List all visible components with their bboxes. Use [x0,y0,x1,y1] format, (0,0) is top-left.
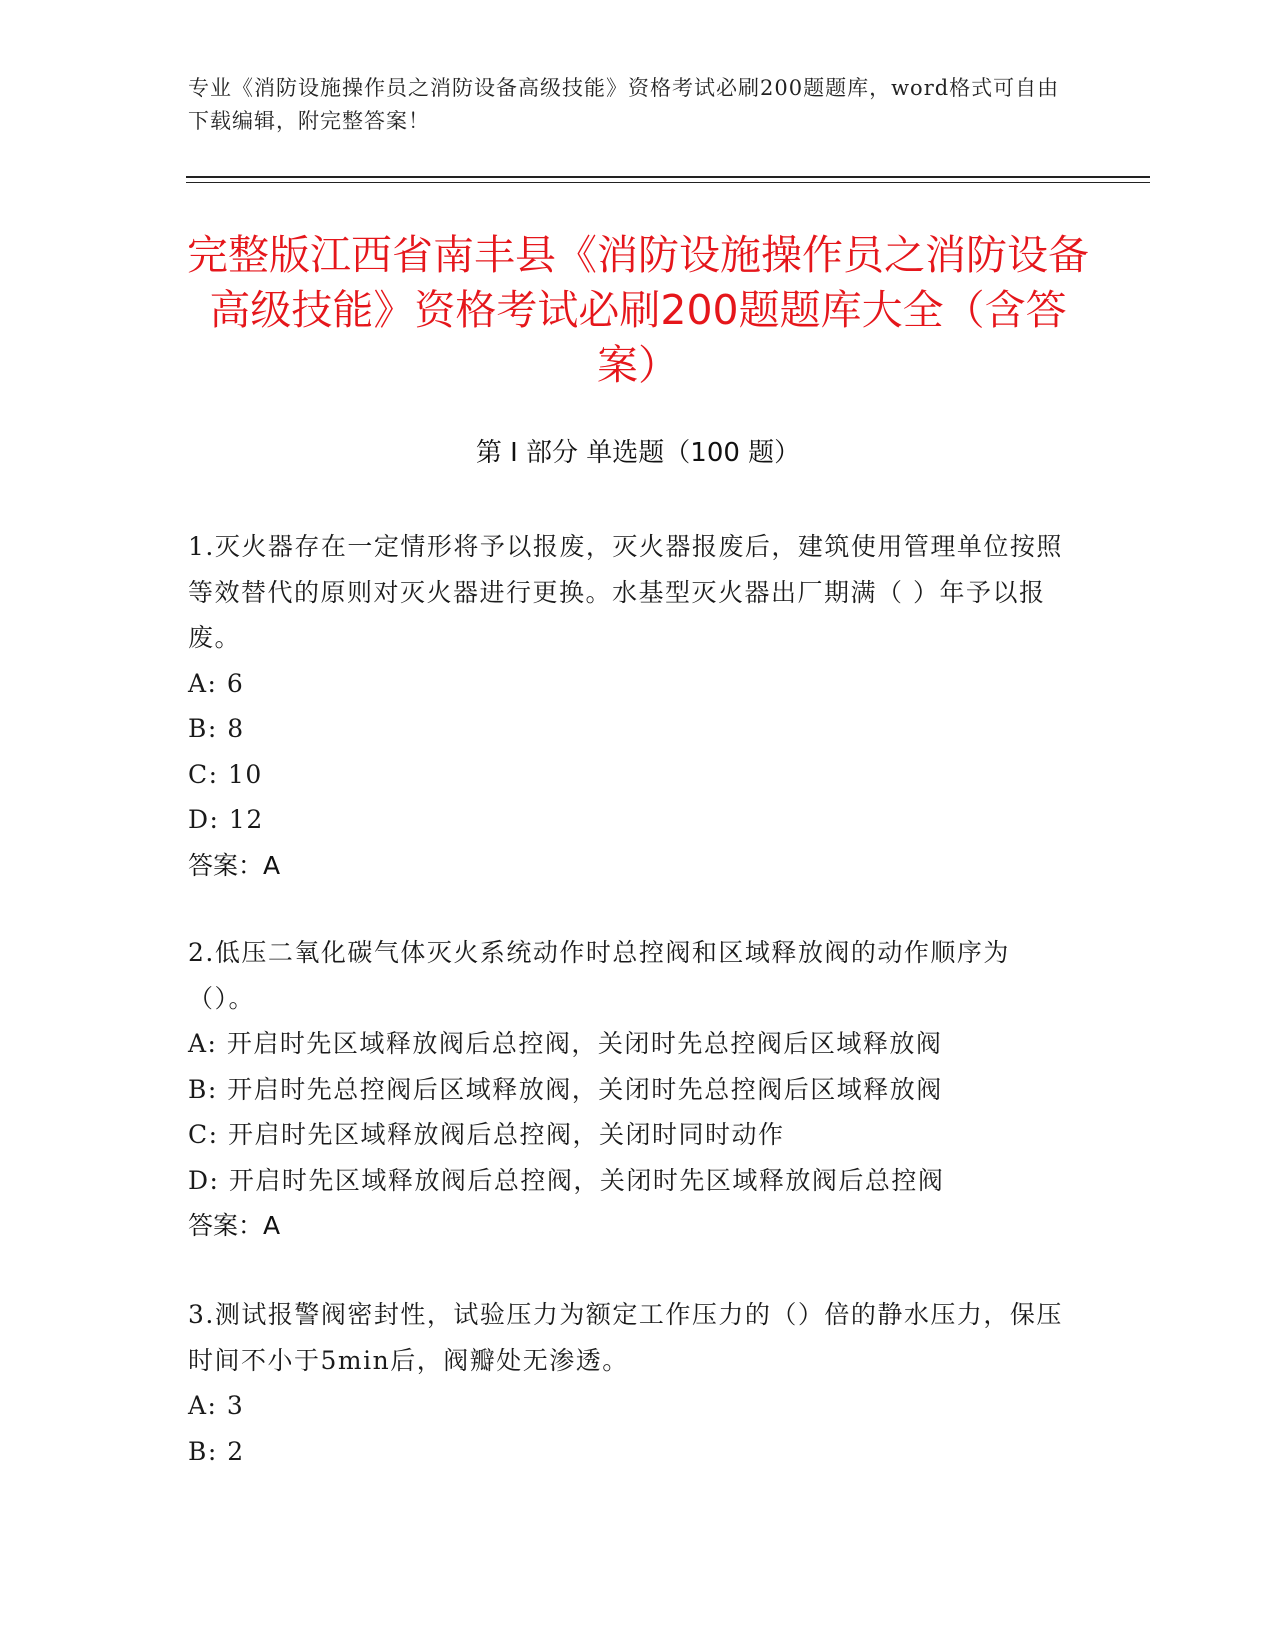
option-b: B: 2 [188,1436,245,1466]
option-a: A: 开启时先区域释放阀后总控阀，关闭时先总控阀后区域释放阀 [188,1029,943,1058]
option-d: D: 12 [188,805,264,834]
option-c: C: 10 [188,759,263,789]
question-text: 3.测试报警阀密封性，试验压力为额定工作压力的（）倍的静水压力，保压时间不小于5min后，阀瓣处无渗透。 [188,1300,1063,1375]
question-1 [188,524,1068,888]
section-title: 第 I 部分 单选题（100 题） [475,438,801,468]
option-b: B: 8 [188,714,245,743]
question-2 [188,930,1068,1249]
question-3 [188,1292,1068,1474]
answer: 答案：A [188,850,281,880]
option-b: B: 开启时先总控阀后区域释放阀，关闭时先总控阀后区域释放阀 [188,1074,943,1104]
header-note: 专业《消防设施操作员之消防设备高级技能》资格考试必刷200题题库，word格式可自由下载编辑，附完整答案！ [188,76,1060,133]
option-a: A: 6 [188,668,245,698]
document-title: 完整版江西省南丰县《消防设施操作员之消防设备高级技能》资格考试必刷200题题库大全（含答案） [187,231,1089,389]
header-rule-thick [186,176,1150,178]
answer: 答案：A [188,1211,281,1240]
option-d: D: 开启时先区域释放阀后总控阀，关闭时先区域释放阀后总控阀 [188,1165,945,1195]
question-text: 1.灭火器存在一定情形将予以报废，灭火器报废后，建筑使用管理单位按照等效替代的原则对灭火器进行更换。水基型灭火器出厂期满（ ）年予以报废。 [188,532,1063,652]
option-c: C: 开启时先区域释放阀后总控阀，关闭时同时动作 [188,1120,785,1149]
option-a: A: 3 [188,1391,245,1420]
question-text: 2.低压二氧化碳气体灭火系统动作时总控阀和区域释放阀的动作顺序为（）。 [188,938,1010,1013]
header-rule-thin [186,182,1150,183]
